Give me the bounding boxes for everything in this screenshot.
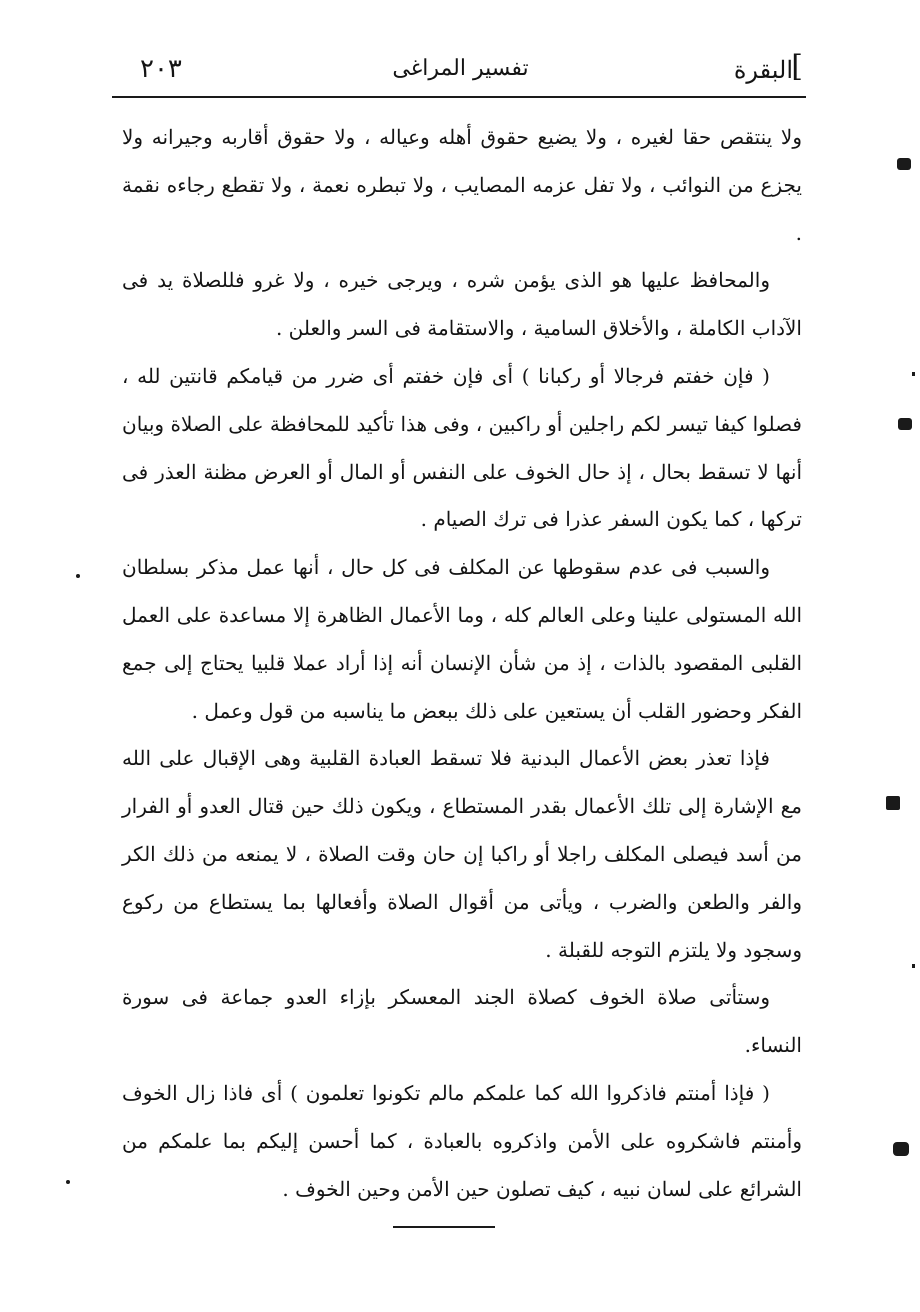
scan-speck bbox=[886, 796, 900, 810]
book-title: تفسير المراغى bbox=[392, 56, 529, 81]
header-bracket: ] bbox=[791, 49, 803, 84]
paragraph-5: فإذا تعذر بعض الأعمال البدنية فلا تسقط العبادة القلبية وهى الإقبال على الله مع الإشارة إلى تلك الأعمال بقدر المستطاع ، ويكون ذلك حين قتال العدو أو الفرار من أسد فيصلى المكلف راجلا أو راكبا إن حان وقت الصلاة ، لا يمنعه من ذلك الكر والفر والطعن والضرب ، ويأتى من أقوال الصلاة وأفعالها بما يستطاع من ركوع وسجود ولا يلتزم التوجه للقبلة . bbox=[122, 746, 802, 962]
scan-speck bbox=[912, 372, 915, 376]
surah-name: البقرة bbox=[733, 56, 793, 84]
paragraph-3: ( فإن خفتم فرجالا أو ركبانا ) أى فإن خفتم أى ضرر من قيامكم قانتين لله ، فصلوا كيفا تيسر لكم راجلين أو راكبين ، وفى هذا تأكيد للمحافظة على الصلاة وبيان أنها لا تسقط بحال ، إذ حال الخوف على النفس أو المال أو العرض مظنة العذر فى تركها ، كما يكون السفر عذرا فى ترك الصيام . bbox=[122, 363, 802, 532]
header-rule bbox=[112, 96, 806, 98]
page-header bbox=[118, 49, 803, 92]
scan-speck bbox=[898, 418, 912, 430]
paragraph-2: والمحافظ عليها هو الذى يؤمن شره ، ويرجى خيره ، ولا غرو فللصلاة يد فى الآداب الكاملة ، والأخلاق السامية ، والاستقامة فى السر والعلن . bbox=[122, 268, 802, 341]
paragraph-6: وستأتى صلاة الخوف كصلاة الجند المعسكر بإزاء العدو جماعة فى سورة النساء. bbox=[122, 985, 802, 1058]
end-rule bbox=[393, 1226, 495, 1228]
body-text bbox=[122, 114, 802, 1213]
scan-speck bbox=[76, 574, 80, 578]
page-number: ٢٠٣ bbox=[140, 54, 182, 84]
scan-speck bbox=[66, 1180, 70, 1184]
paragraph-7: ( فإذا أمنتم فاذكروا الله كما علمكم مالم تكونوا تعلمون ) أى فاذا زال الخوف وأمنتم فاشكروه على الأمن واذكروه بالعبادة ، كما أحسن إليكم بما علمكم من الشرائع على لسان نبيه ، كيف تصلون حين الأمن وحين الخوف . bbox=[122, 1080, 802, 1201]
scan-speck bbox=[897, 158, 911, 170]
scan-speck bbox=[893, 1142, 909, 1156]
paragraph-4: والسبب فى عدم سقوطها عن المكلف فى كل حال ، أنها عمل مذكر بسلطان الله المستولى علينا وعلى العالم كله ، وما الأعمال الظاهرة إلا مساعدة على العمل القلبى المقصود بالذات ، إذ من شأن الإنسان أنه إذا أراد عملا قلبيا يحتاج إلى جمع الفكر وحضور القلب أن يستعين على ذلك ببعض ما يناسبه من قول وعمل . bbox=[122, 555, 802, 723]
paragraph-1: ولا ينتقص حقا لغيره ، ولا يضيع حقوق أهله وعياله ، ولا حقوق أقاربه وجيرانه ولا يجزع من النوائب ، ولا تفل عزمه المصايب ، ولا تبطره نعمة ، ولا تقطع رجاءه نقمة . bbox=[122, 125, 802, 245]
scan-speck bbox=[912, 964, 915, 968]
